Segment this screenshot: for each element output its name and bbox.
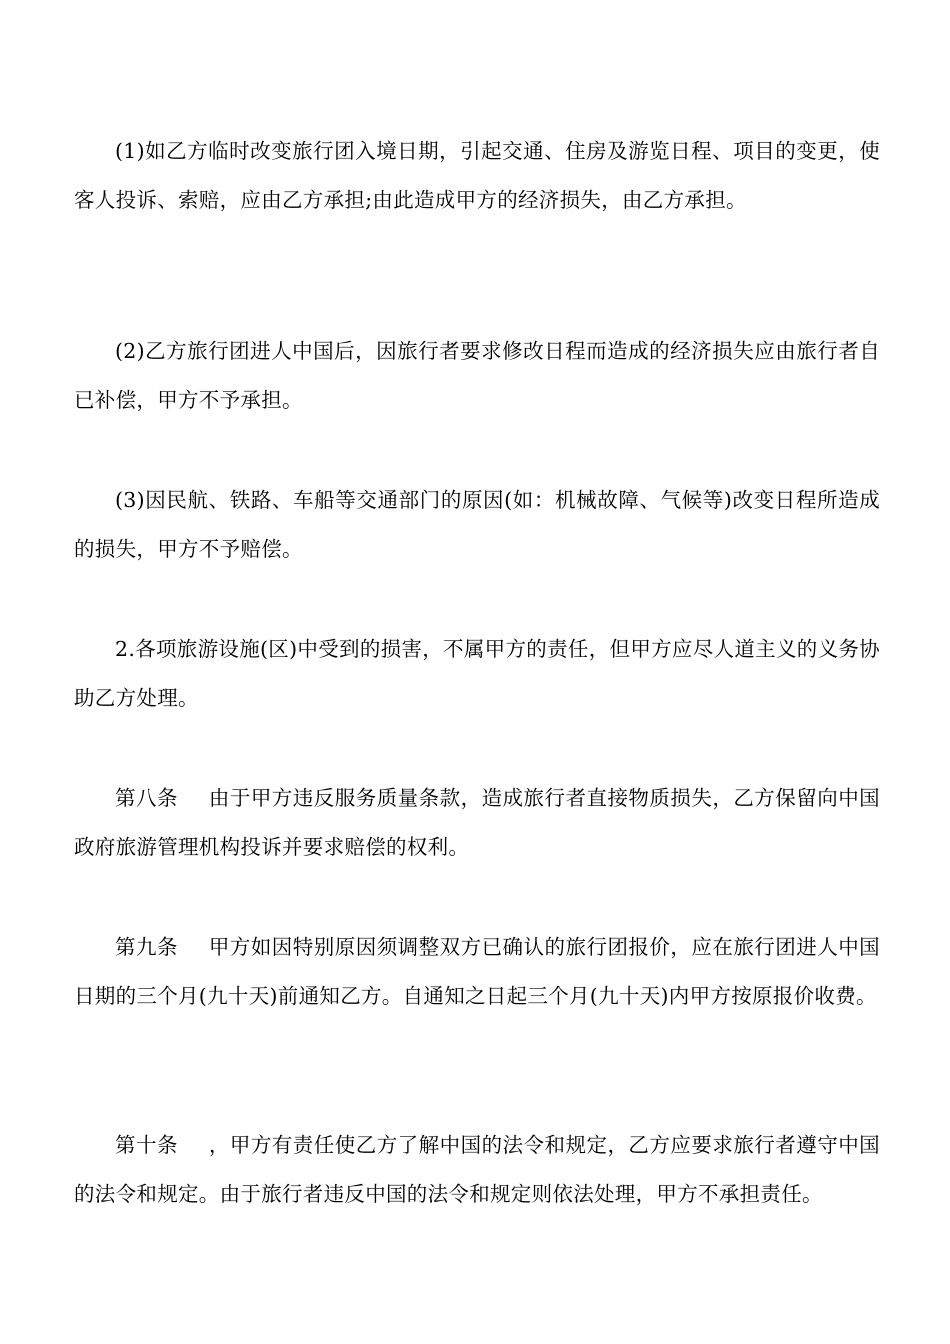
paragraph-article-10 bbox=[74, 1121, 880, 1219]
paragraph-text: ，甲方有责任使乙方了解中国的法令和规定，乙方应要求旅行者遵守中国的法令和规定。由于旅行者违反中国的法令和规定则依法处理，甲方不承担责任。 bbox=[74, 1133, 880, 1206]
paragraph-text: (3)因民航、铁路、车船等交通部门的原因(如：机械故障、气候等)改变日程所造成的损失，甲方不予赔偿。 bbox=[74, 488, 880, 561]
paragraph-text: 2.各项旅游设施(区)中受到的损害，不属甲方的责任，但甲方应尽人道主义的义务协助乙方处理。 bbox=[74, 637, 880, 710]
paragraph-clause-1 bbox=[74, 127, 880, 225]
paragraph-article-8 bbox=[74, 774, 880, 872]
paragraph-clause-2 bbox=[74, 327, 880, 425]
paragraph-text: (1)如乙方临时改变旅行团入境日期，引起交通、住房及游览日程、项目的变更，使客人投诉、索赔，应由乙方承担;由此造成甲方的经济损失，由乙方承担。 bbox=[74, 139, 880, 212]
paragraph-clause-3 bbox=[74, 476, 880, 574]
paragraph-text: 甲方如因特别原因须调整双方已确认的旅行团报价，应在旅行团进人中国日期的三个月(九十天)前通知乙方。自通知之日起三个月(九十天)内甲方按原报价收费。 bbox=[74, 935, 880, 1008]
article-heading: 第十条 bbox=[115, 1133, 178, 1157]
paragraph-article-9 bbox=[74, 923, 880, 1021]
paragraph-text: 由于甲方违反服务质量条款，造成旅行者直接物质损失，乙方保留向中国政府旅游管理机构投诉并要求赔偿的权利。 bbox=[74, 786, 880, 859]
paragraph-text: (2)乙方旅行团进人中国后，因旅行者要求修改日程而造成的经济损失应由旅行者自已补偿，甲方不予承担。 bbox=[74, 339, 880, 412]
article-heading: 第九条 bbox=[115, 935, 178, 959]
article-heading: 第八条 bbox=[115, 786, 178, 810]
paragraph-item-2 bbox=[74, 625, 880, 723]
